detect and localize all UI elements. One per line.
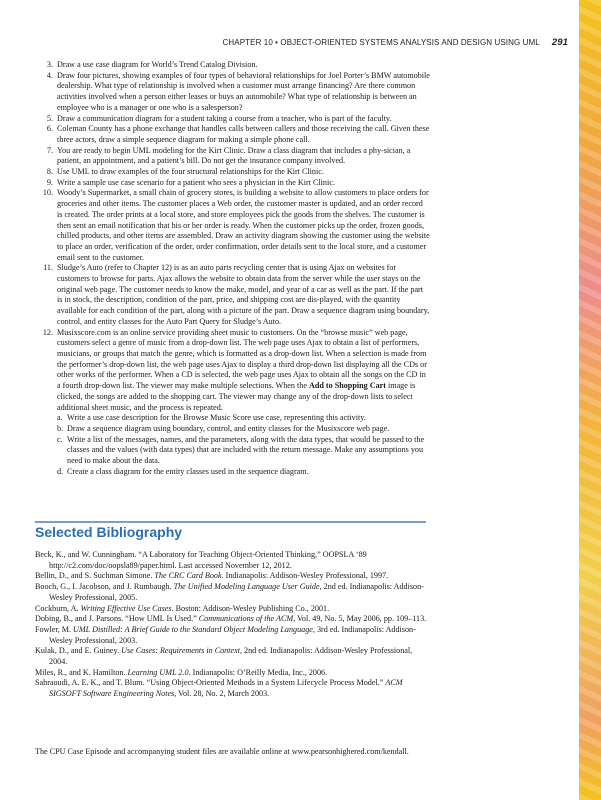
- page-number: 291: [551, 37, 568, 48]
- add-to-cart-term: Add to Shopping Cart: [308, 381, 386, 391]
- chapter-title: CHAPTER 10 • OBJECT-ORIENTED SYSTEMS ANALYSIS AND DESIGN USING UML: [222, 38, 540, 47]
- reference: Cockburn, A. Writing Effective Use Cases. Boston: Addison-Wesley Publishing Co., 2001.: [35, 603, 330, 613]
- exercise-item: 5. Draw a communication diagram for a student taking a course from a teacher, who is part of the faculty.: [46, 113, 392, 123]
- exercise-item: 7. You are ready to begin UML modeling for the Kirt Clinic. Draw a class diagram that includes a phy-sician, a patient, an appointment, and a patient’s bill. Do not get the insurance company involved.: [46, 145, 411, 166]
- exercise-item: 9. Write a sample use case scenario for a patient who sees a physician in the Kirt Clinic.: [46, 177, 335, 187]
- reference: Fowler, M. UML Distilled: A Brief Guide to the Standard Object Modeling Language, 3rd ed. Indianapolis: Addison-Wesley Professional, 2003.: [35, 624, 416, 645]
- sub-item: d. Create a class diagram for the entity classes used in the sequence diagram.: [57, 466, 309, 476]
- reference: Dobing, B., and J. Parsons. “How UML Is Used.” Communications of the ACM, Vol. 49, No. 5, May 2006, pp. 109–113.: [35, 614, 427, 624]
- bibliography-list: [35, 550, 430, 700]
- decorative-side-stripe: [579, 0, 601, 800]
- exercise-item: 6. Coleman County has a phone exchange that handles calls between callers and those receiving the call. Given these three actors, draw a simple sequence diagram for making a simple phone call.: [46, 124, 430, 144]
- exercise-item: 3. Draw a use case diagram for World’s Trend Catalog Division.: [46, 60, 258, 69]
- footer-note: The CPU Case Episode and accompanying student files are available online at www.pearsonhighered.com/kendall.: [35, 747, 409, 756]
- reference: Beck, K., and W. Cunningham. “A Laboratory for Teaching Object-Oriented Thinking,” OOPSLA ‘89 http://c2.com/doc/oopsla89/paper.html. Last accessed November 12, 2012.: [35, 550, 367, 570]
- exercise-item: 10. Woody’s Supermarket, a small chain of grocery stores, is building a website to allow customers to place orders for groceries and other items. The customer places a Web order, the customer master is updated, and an order record is created. The order prints at a local store, and store employees pick the goods from the shelves. The customer is then sent an email notification that his or her order is ready. When the customer picks up the order, frozen goods, chilled products, and other items are assembled. Draw an activity diagram showing the customer using the website to place an order, verification of the order, order confirmation, order details sent to the local store, and a customer email sent to the customer.: [42, 188, 430, 262]
- section-heading: Selected Bibliography: [35, 524, 183, 540]
- exercise-item: 4. Draw four pictures, showing examples of four types of behavioral relationships for Joel Porter’s BMW automobile dealership. What type of relationship is involved when a customer must arrange financing? Are there common activities involved when a person either leases or buys an automobile? What type of relationship is between an employee who is a manager or one who is a salesperson?: [46, 70, 430, 112]
- exercise-item: 12. Musixscore.com is an online service providing sheet music to customers. On the “browse music” web page, customers select a genre of music from a drop-down list. The web page uses Ajax to obtain a list of performers, musicians, or groups that match the genre, which is formatted as a drop-down list. When a selection is made from the performer’s drop-down list, the web page uses Ajax to display a third drop-down list displaying all the CDs or other works of the performer. When a CD is selected, the web page uses Ajax to obtain all the songs on the CD in a fourth drop-down list. The viewer may make multiple selections. When the Add to Shopping Cart image is clicked, the songs are added to the shopping cart. The viewer may change any of the drop-down lists to select additional sheet music, and the process is repeated. a. Write a use case description for the Browse Music Score use case, representing this activity. b. Draw a sequence diagram using boundary, control, and entity classes for the Musixscore web page. c. Write a list of the messages, names, and the parameters, along with the data types, that would be passed to the classes and the values (with data types) that are included with the return message. Make any assumptions you need to make about the data. d. Create a class diagram for the entity classes used in the sequence diagram.: [35, 328, 430, 478]
- exercise-item: 11. Sludge’s Auto (refer to Chapter 12) is as an auto parts recycling center that is using Ajax on websites for customers to browse for parts. Ajax allows the website to obtain data from the server while the user stays on the original web page. The customer needs to know the make, model, and year of a car as well as the part. If the part is in stock, the description, condition of the part, price, and shipping cost are dis-played, with the quantity available for each condition of the part, along with a picture of the part. Draw a sequence diagram using boundary, control, and entity classes for the Auto Part Query for Sludge’s Auto.: [43, 263, 430, 326]
- exercise-list: [35, 60, 430, 477]
- sub-item: a. Write a use case description for the Browse Music Score use case, representing this activity.: [57, 413, 366, 423]
- sub-item: c. Write a list of the messages, names, and the parameters, along with the data types, that would be passed to the classes and the values (with data types) that are included with the return message. Make any assumptions you need to make about the data.: [57, 434, 425, 466]
- reference: Miles, R., and K. Hamilton. Learning UML 2.0. Indianapolis: O’Reilly Media, Inc., 2006.: [35, 667, 328, 677]
- reference: Booch, G., I. Jacobson, and J. Rumbaugh. The Unified Modeling Language User Guide, 2nd ed. Indianapolis: Addison-Wesley Professional, 2005.: [35, 582, 424, 602]
- reference: Sahraoudi, A. E. K., and T. Blum. “Using Object-Oriented Methods in a System Lifecycle Process Model.” ACM SIGSOFT Software Engineering Notes, Vol. 28, No. 2, March 2003.: [35, 678, 403, 699]
- reference: Bellin, D., and S. Suchman Simone. The CRC Card Book. Indianapolis: Addison-Wesley Professional, 1997.: [35, 571, 389, 581]
- reference: Kulak, D., and E. Guiney. Use Cases: Requirements in Context, 2nd ed. Indianapolis: Addison-Wesley Professional, 2004.: [35, 646, 413, 667]
- sub-item: b. Draw a sequence diagram using boundary, control, and entity classes for the Musixscore web page.: [57, 423, 390, 433]
- section-rule: [35, 521, 426, 523]
- exercise-item: 8. Use UML to draw examples of the four structural relationships for the Kirt Clinic.: [46, 167, 324, 177]
- running-header: [36, 37, 568, 48]
